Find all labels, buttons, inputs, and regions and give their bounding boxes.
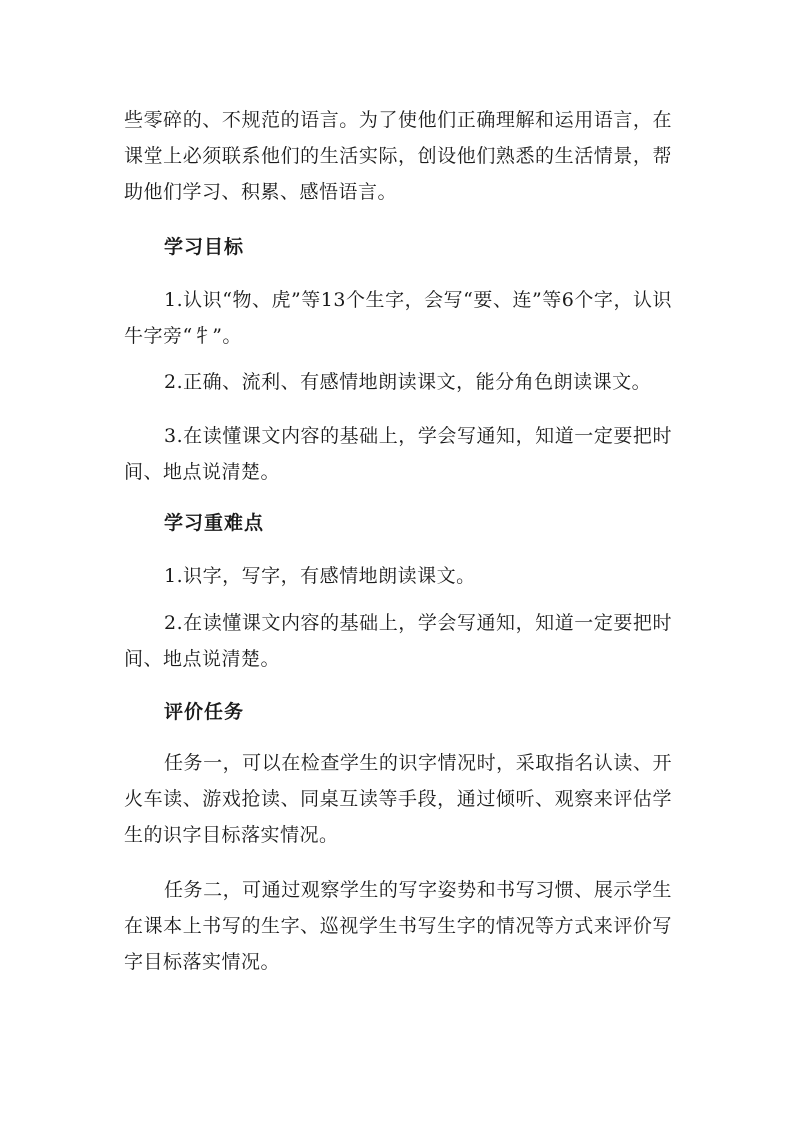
section-heading-evaluation-tasks: 评价任务 [164, 701, 245, 723]
evaluation-task-2: 任务二，可通过观察学生的写字姿势和书写习惯、展示学生在课本上书写的生字、巡视学生书写生字的情况等方式来评价写字目标落实情况。 [124, 879, 672, 973]
evaluation-task-1: 任务一，可以在检查学生的识字情况时，采取指名认读、开火车读、游戏抢读、同桌互读等手段，通过倾听、观察来评估学生的识字目标落实情况。 [124, 752, 672, 846]
section-heading-key-difficulties: 学习重难点 [164, 512, 265, 534]
learning-goal-1: 1.认识“物、虎”等13个生字，会写“要、连”等6个字，认识牛字旁“牜”。 [124, 289, 672, 347]
intro-paragraph: 些零碎的、不规范的语言。为了使他们正确理解和运用语言，在课堂上必须联系他们的生活实际，创设他们熟悉的生活情景，帮助他们学习、积累、感悟语言。 [124, 109, 672, 203]
key-difficulty-1: 1.识字，写字，有感情地朗读课文。 [164, 565, 476, 587]
key-difficulty-2: 2.在读懂课文内容的基础上，学会写通知，知道一定要把时间、地点说清楚。 [124, 612, 672, 670]
section-heading-learning-goals: 学习目标 [164, 236, 245, 258]
learning-goal-3: 3.在读懂课文内容的基础上，学会写通知，知道一定要把时间、地点说清楚。 [124, 425, 672, 483]
learning-goal-2: 2.正确、流利、有感情地朗读课文，能分角色朗读课文。 [164, 371, 652, 393]
